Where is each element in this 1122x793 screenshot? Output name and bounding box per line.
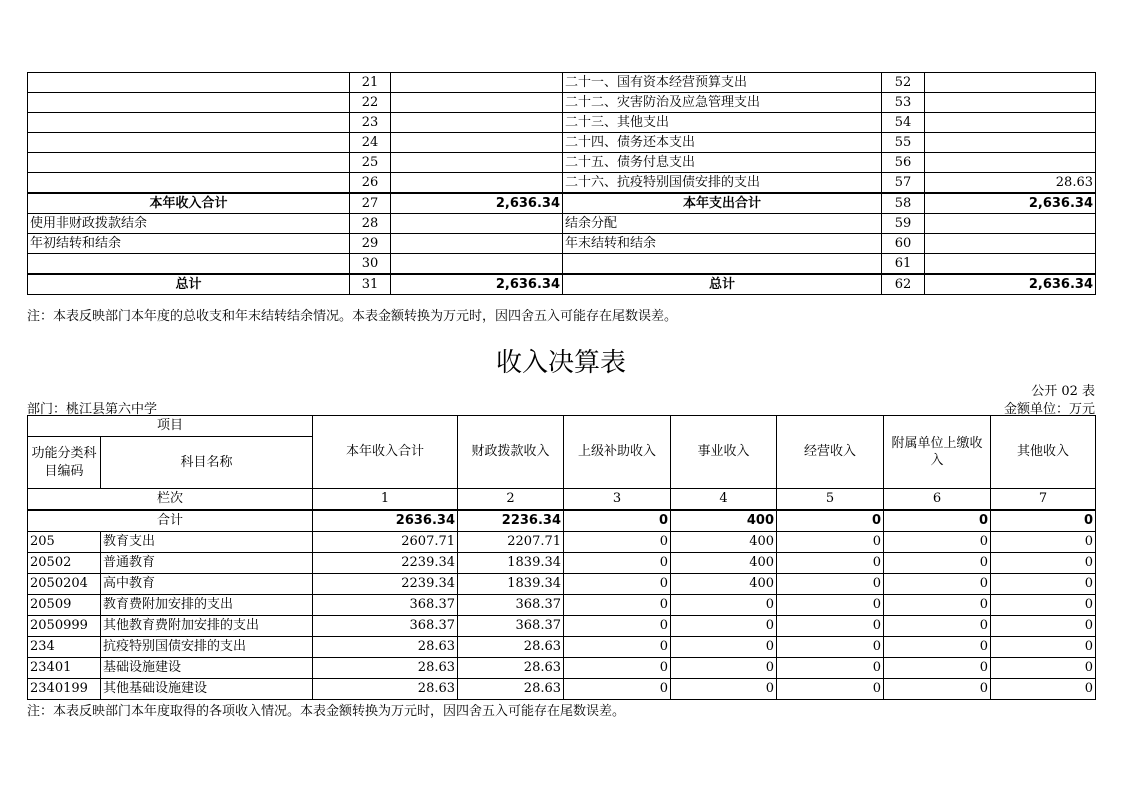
summary-left-no: 28 — [350, 214, 391, 234]
row-code: 20509 — [28, 595, 101, 616]
row-value: 0 — [564, 637, 671, 658]
income-table-body — [28, 510, 1096, 700]
row-value: 0 — [884, 637, 991, 658]
summary-left-item: 本年收入合计 — [28, 193, 350, 214]
row-value: 0 — [884, 679, 991, 700]
row-code: 20502 — [28, 553, 101, 574]
row-value: 0 — [991, 532, 1096, 553]
table-row — [28, 532, 1096, 553]
summary-left-amount — [391, 173, 563, 194]
total-value: 0 — [884, 510, 991, 532]
summary-row — [28, 274, 1096, 295]
summary-left-item: 使用非财政拨款结余 — [28, 214, 350, 234]
row-value: 400 — [671, 574, 777, 595]
summary-left-no: 29 — [350, 234, 391, 254]
row-value: 368.37 — [458, 595, 564, 616]
row-name: 基础设施建设 — [101, 658, 313, 679]
summary-right-no: 56 — [882, 153, 925, 173]
summary-right-item: 年末结转和结余 — [563, 234, 882, 254]
row-value: 28.63 — [313, 658, 458, 679]
summary-left-no: 23 — [350, 113, 391, 133]
summary-right-item: 二十三、其他支出 — [563, 113, 882, 133]
row-value: 0 — [671, 637, 777, 658]
row-code: 2050999 — [28, 616, 101, 637]
summary-right-no: 54 — [882, 113, 925, 133]
row-value: 2207.71 — [458, 532, 564, 553]
col-num-5: 5 — [777, 489, 884, 511]
total-value: 0 — [564, 510, 671, 532]
row-value: 0 — [564, 574, 671, 595]
summary-right-no: 52 — [882, 73, 925, 93]
row-value: 0 — [564, 595, 671, 616]
total-label: 合计 — [28, 510, 313, 532]
row-code: 23401 — [28, 658, 101, 679]
summary-left-item — [28, 73, 350, 93]
summary-row — [28, 173, 1096, 194]
summary-right-amount — [925, 214, 1096, 234]
row-value: 2239.34 — [313, 553, 458, 574]
header-col-7: 其他收入 — [991, 416, 1096, 489]
summary-right-item: 二十六、抗疫特别国债安排的支出 — [563, 173, 882, 194]
table-row — [28, 637, 1096, 658]
row-value: 0 — [564, 658, 671, 679]
summary-left-no: 21 — [350, 73, 391, 93]
col-num-2: 2 — [458, 489, 564, 511]
summary-left-amount — [391, 234, 563, 254]
row-name: 高中教育 — [101, 574, 313, 595]
summary-table — [27, 72, 1096, 295]
summary-left-amount — [391, 73, 563, 93]
summary-left-item — [28, 93, 350, 113]
summary-left-item: 总计 — [28, 274, 350, 295]
income-note: 注：本表反映部门本年度取得的各项收入情况。本表金额转换为万元时，因四舍五入可能存在尾数误差。 — [27, 704, 626, 719]
col-num-1: 1 — [313, 489, 458, 511]
row-value: 0 — [777, 658, 884, 679]
row-value: 0 — [884, 616, 991, 637]
summary-left-item — [28, 113, 350, 133]
summary-right-item: 二十二、灾害防治及应急管理支出 — [563, 93, 882, 113]
summary-right-amount: 28.63 — [925, 173, 1096, 194]
row-value: 0 — [884, 532, 991, 553]
summary-row — [28, 113, 1096, 133]
total-value: 2236.34 — [458, 510, 564, 532]
row-value: 368.37 — [313, 595, 458, 616]
table-row — [28, 595, 1096, 616]
summary-row — [28, 133, 1096, 153]
row-value: 368.37 — [313, 616, 458, 637]
header-col-4: 事业收入 — [671, 416, 777, 489]
row-value: 0 — [777, 553, 884, 574]
row-value: 0 — [991, 637, 1096, 658]
row-value: 2239.34 — [313, 574, 458, 595]
row-value: 0 — [884, 658, 991, 679]
summary-right-no: 53 — [882, 93, 925, 113]
row-value: 0 — [991, 595, 1096, 616]
page-title: 收入决算表 — [495, 348, 626, 378]
header-name: 科目名称 — [101, 437, 313, 489]
summary-right-no: 60 — [882, 234, 925, 254]
table-code: 公开 02 表 — [1031, 384, 1095, 399]
total-value: 0 — [991, 510, 1096, 532]
row-value: 0 — [777, 616, 884, 637]
summary-left-no: 30 — [350, 254, 391, 275]
summary-right-item — [563, 254, 882, 275]
row-value: 28.63 — [458, 658, 564, 679]
row-value: 0 — [564, 679, 671, 700]
summary-row — [28, 214, 1096, 234]
col-num-6: 6 — [884, 489, 991, 511]
summary-right-no: 57 — [882, 173, 925, 194]
row-value: 28.63 — [313, 637, 458, 658]
total-row — [28, 510, 1096, 532]
total-value: 2636.34 — [313, 510, 458, 532]
header-lanci: 栏次 — [28, 489, 313, 511]
summary-right-amount — [925, 93, 1096, 113]
summary-right-item: 二十一、国有资本经营预算支出 — [563, 73, 882, 93]
row-value: 0 — [777, 679, 884, 700]
summary-row — [28, 234, 1096, 254]
total-value: 400 — [671, 510, 777, 532]
table-row — [28, 679, 1096, 700]
summary-right-item: 本年支出合计 — [563, 193, 882, 214]
row-value: 0 — [777, 637, 884, 658]
summary-left-no: 31 — [350, 274, 391, 295]
row-code: 2340199 — [28, 679, 101, 700]
table-row — [28, 574, 1096, 595]
summary-right-amount — [925, 73, 1096, 93]
header-item: 项目 — [28, 416, 313, 437]
summary-left-item: 年初结转和结余 — [28, 234, 350, 254]
row-code: 2050204 — [28, 574, 101, 595]
income-table — [27, 415, 1096, 700]
row-name: 抗疫特别国债安排的支出 — [101, 637, 313, 658]
summary-right-item: 二十四、债务还本支出 — [563, 133, 882, 153]
col-num-7: 7 — [991, 489, 1096, 511]
summary-left-amount — [391, 153, 563, 173]
row-value: 28.63 — [458, 637, 564, 658]
total-value: 0 — [777, 510, 884, 532]
summary-left-amount — [391, 214, 563, 234]
row-value: 0 — [884, 574, 991, 595]
summary-right-amount — [925, 133, 1096, 153]
summary-note: 注：本表反映部门本年度的总收支和年末结转结余情况。本表金额转换为万元时，因四舍五入可能存在尾数误差。 — [27, 309, 678, 324]
row-value: 0 — [671, 658, 777, 679]
summary-right-amount: 2,636.34 — [925, 193, 1096, 214]
header-col-6: 附属单位上缴收入 — [884, 416, 991, 489]
unit-label: 金额单位：万元 — [1003, 402, 1095, 417]
row-value: 0 — [671, 595, 777, 616]
row-value: 0 — [991, 658, 1096, 679]
summary-left-no: 27 — [350, 193, 391, 214]
row-value: 2607.71 — [313, 532, 458, 553]
row-name: 其他基础设施建设 — [101, 679, 313, 700]
row-value: 0 — [671, 679, 777, 700]
summary-left-item — [28, 254, 350, 275]
row-value: 0 — [884, 595, 991, 616]
row-value: 0 — [991, 679, 1096, 700]
header-col-3: 上级补助收入 — [564, 416, 671, 489]
row-value: 1839.34 — [458, 574, 564, 595]
row-value: 1839.34 — [458, 553, 564, 574]
row-value: 28.63 — [313, 679, 458, 700]
col-num-4: 4 — [671, 489, 777, 511]
summary-right-no: 62 — [882, 274, 925, 295]
row-name: 教育支出 — [101, 532, 313, 553]
summary-right-amount — [925, 254, 1096, 275]
header-col-5: 经营收入 — [777, 416, 884, 489]
row-value: 0 — [564, 616, 671, 637]
summary-row — [28, 193, 1096, 214]
table-row — [28, 553, 1096, 574]
col-num-3: 3 — [564, 489, 671, 511]
summary-right-amount — [925, 113, 1096, 133]
row-name: 其他教育费附加安排的支出 — [101, 616, 313, 637]
row-value: 0 — [777, 574, 884, 595]
row-value: 0 — [564, 532, 671, 553]
header-col-2: 财政拨款收入 — [458, 416, 564, 489]
row-value: 368.37 — [458, 616, 564, 637]
summary-left-amount — [391, 113, 563, 133]
summary-left-no: 22 — [350, 93, 391, 113]
summary-right-no: 61 — [882, 254, 925, 275]
header-col-1: 本年收入合计 — [313, 416, 458, 489]
summary-left-item — [28, 173, 350, 194]
summary-row — [28, 93, 1096, 113]
summary-left-amount — [391, 254, 563, 275]
table-row — [28, 616, 1096, 637]
summary-right-no: 55 — [882, 133, 925, 153]
header-code: 功能分类科目编码 — [28, 437, 101, 489]
row-value: 0 — [884, 553, 991, 574]
summary-left-amount — [391, 133, 563, 153]
row-value: 400 — [671, 553, 777, 574]
row-value: 0 — [991, 616, 1096, 637]
row-code: 205 — [28, 532, 101, 553]
summary-left-no: 25 — [350, 153, 391, 173]
summary-row — [28, 153, 1096, 173]
row-value: 28.63 — [458, 679, 564, 700]
summary-right-item: 总计 — [563, 274, 882, 295]
summary-right-amount: 2,636.34 — [925, 274, 1096, 295]
row-value: 400 — [671, 532, 777, 553]
income-table-header — [28, 416, 1096, 511]
row-value: 0 — [991, 553, 1096, 574]
row-value: 0 — [671, 616, 777, 637]
summary-right-amount — [925, 234, 1096, 254]
table-row — [28, 658, 1096, 679]
summary-right-amount — [925, 153, 1096, 173]
summary-table-body — [28, 73, 1096, 295]
summary-left-item — [28, 153, 350, 173]
department-label: 部门：桃江县第六中学 — [27, 402, 158, 417]
row-code: 234 — [28, 637, 101, 658]
row-value: 0 — [777, 595, 884, 616]
summary-left-no: 26 — [350, 173, 391, 194]
row-name: 普通教育 — [101, 553, 313, 574]
summary-right-no: 59 — [882, 214, 925, 234]
row-value: 0 — [991, 574, 1096, 595]
summary-left-item — [28, 133, 350, 153]
row-value: 0 — [564, 553, 671, 574]
row-value: 0 — [777, 532, 884, 553]
summary-row — [28, 254, 1096, 275]
summary-left-amount: 2,636.34 — [391, 193, 563, 214]
summary-left-amount — [391, 93, 563, 113]
summary-row — [28, 73, 1096, 93]
summary-left-no: 24 — [350, 133, 391, 153]
summary-right-item: 结余分配 — [563, 214, 882, 234]
summary-left-amount: 2,636.34 — [391, 274, 563, 295]
summary-right-item: 二十五、债务付息支出 — [563, 153, 882, 173]
row-name: 教育费附加安排的支出 — [101, 595, 313, 616]
summary-right-no: 58 — [882, 193, 925, 214]
